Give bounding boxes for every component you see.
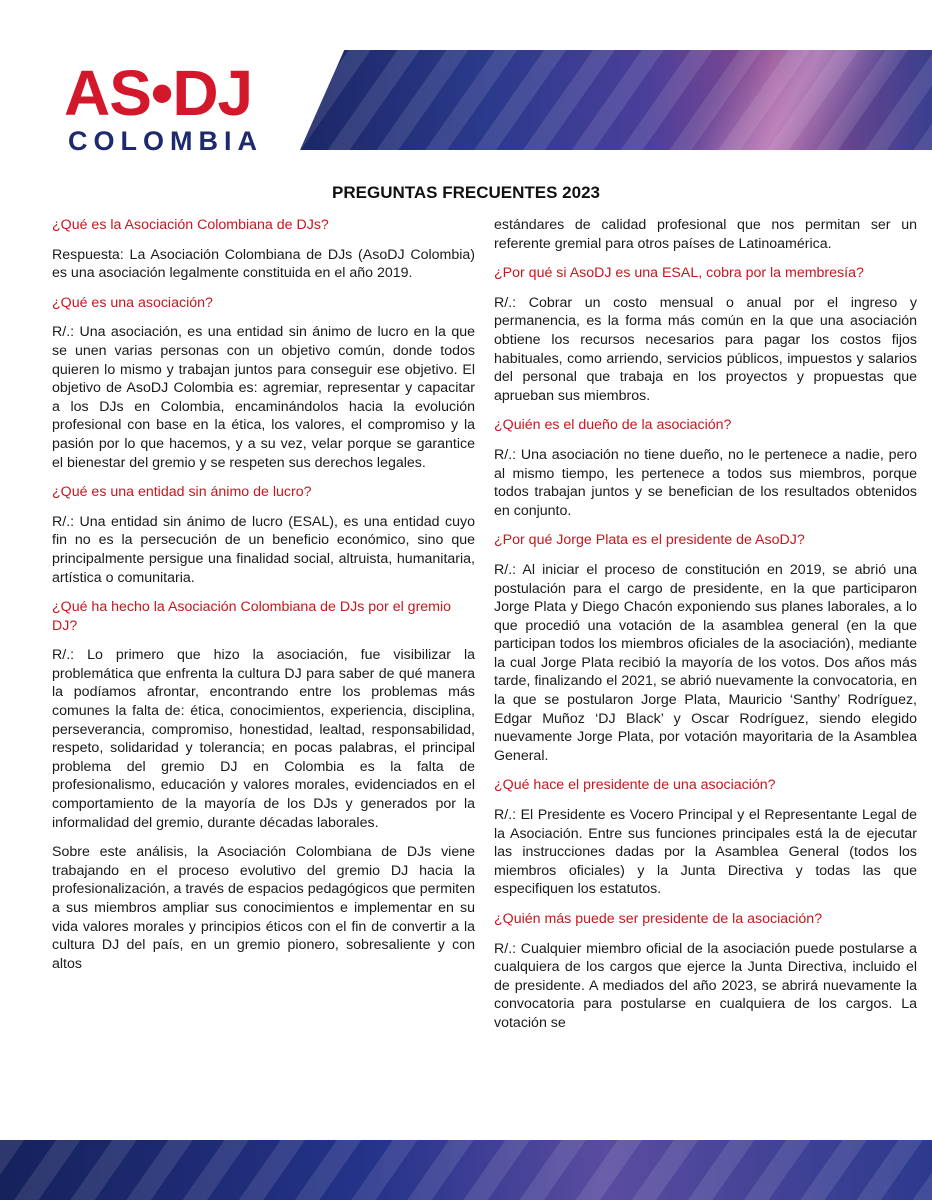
answer: R/.: Cualquier miembro oficial de la asociación puede postularse a cualquiera de los cargos que ejerce la Junta Directiva, incluido el de presidente. A mediados del año 2023, se abrirá nuevamente la convocatoria para postularse en cualquiera de los cargos. La votación se xyxy=(494,940,917,1031)
question: ¿Qué hace el presidente de una asociación? xyxy=(494,777,776,794)
answer: R/.: El Presidente es Vocero Principal y el Representante Legal de la Asociación. Entre sus funciones principales está la de ejecutar las instrucciones dadas por la Asamblea General (todos los miembros oficiales) y la Junta Directiva y todas las que especifiquen los estatutos. xyxy=(494,807,917,898)
answer: R/.: Al iniciar el proceso de constitución en 2019, se abrió una postulación para el cargo de presidente, en la que participaron Jorge Plata y Diego Chacón exponiendo sus planes laborales, a lo que procedió una votación de la asamblea general (en la que participan todos los miembros oficiales de la asociación), mediante la cual Jorge Plata recibió la mayoría de los votos. Dos años más tarde, finalizando el 2021, se abrió nuevamente la convocatoria, en la que se postularon Jorge Plata, Mauricio ‘Santhy’ Rodríguez, Edgar Muñoz ‘DJ Black’ y Oscar Rodríguez, siendo elegido nuevamente Jorge Plata, por votación mayoritaria de la Asamblea General. xyxy=(494,561,917,764)
header-banner xyxy=(300,50,932,150)
question: ¿Qué es la Asociación Colombiana de DJs? xyxy=(52,217,329,233)
answer: R/.: Una entidad sin ánimo de lucro (ESAL), es una entidad cuyo fin no es la persecución de un beneficio económico, sino que principalmente persigue una finalidad social, altruista, humanitaria, artística o comunitaria. xyxy=(52,513,475,586)
logo-subtitle: COLOMBIA xyxy=(68,126,263,156)
logo-wordmark: AS•DJ xyxy=(64,57,253,129)
answer: R/.: Cobrar un costo mensual o anual por el ingreso y permanencia, es la forma más común en la que una asociación obtiene los recursos necesarios para pagar los costos fijos habituales, como arriendo, servicios públicos, impuestos y salarios del personal que trabaja en los proyectos y propuestas que aprueban sus miembros. xyxy=(494,294,917,404)
question: ¿Quién es el dueño de la asociación? xyxy=(494,417,732,434)
page-title: PREGUNTAS FRECUENTES 2023 xyxy=(332,183,600,202)
question: ¿Qué es una asociación? xyxy=(52,294,213,311)
question: ¿Qué es una entidad sin ánimo de lucro? xyxy=(52,484,312,501)
answer: R/.: Lo primero que hizo la asociación, fue visibilizar la problemática que enfrenta la cultura DJ para saber de qué manera la podíamos afrontar, encontrando entre los problemas más comunes la falta de: ética, conocimientos, experiencia, disciplina, perseverancia, compromiso, honestidad, lealtad, responsabilidad, respeto, solidaridad y tolerancia; en pocas palabras, el principal problema del gremio DJ en Colombia es la falta de profesionalismo, educación y valores morales, evidenciados en el comportamiento de la mayoría de los DJs y generados por la informalidad del gremio, durante décadas laborales. xyxy=(52,647,475,831)
question: ¿Por qué Jorge Plata es el presidente de AsoDJ? xyxy=(494,532,805,549)
right-column xyxy=(494,216,917,1044)
asodj-logo xyxy=(64,58,284,156)
answer: estándares de calidad profesional que nos permitan ser un referente gremial para otros países de Latinoamérica. xyxy=(494,217,917,252)
answer: R/.: Una asociación no tiene dueño, no le pertenece a nadie, pero al mismo tiempo, les pertenece a todos sus miembros, porque todos trabajan juntos y se benefician de los resultados obtenidos en conjunto. xyxy=(494,446,917,519)
answer: R/.: Una asociación, es una entidad sin ánimo de lucro en la que se unen varias personas con un objetivo común, donde todos quieren lo mismo y trabajan juntos para conseguir ese objetivo. El objetivo de AsoDJ Colombia es: agremiar, representar y capacitar a los DJs en Colombia, encaminándolos hacia la evolución profesional con base en la ética, los valores, el compromiso y la pasión por lo que hacemos, y a su vez, velar porque se garantice el bienestar del gremio y se respeten sus derechos legales. xyxy=(52,324,475,471)
footer-banner xyxy=(0,1140,932,1200)
question: ¿Por qué si AsoDJ es una ESAL, cobra por la membresía? xyxy=(494,265,864,282)
answer: Respuesta: La Asociación Colombiana de DJs (AsoDJ Colombia) es una asociación legalmente constituida en el año 2019. xyxy=(52,246,475,282)
question: ¿Qué ha hecho la Asociación Colombiana de DJs por el gremio DJ? xyxy=(52,599,452,634)
question: ¿Quién más puede ser presidente de la asociación? xyxy=(494,911,823,927)
left-column xyxy=(52,216,475,984)
answer: Sobre este análisis, la Asociación Colombiana de DJs viene trabajando en el proceso evolutivo del gremio DJ hacia la profesionalización, a través de espacios pedagógicos que permiten a sus miembros ampliar sus conocimientos e implementar en su vida valores morales y principios éticos con el fin de convertir a la cultura DJ del país, en un gremio pionero, sobresaliente y con altos xyxy=(52,844,475,972)
